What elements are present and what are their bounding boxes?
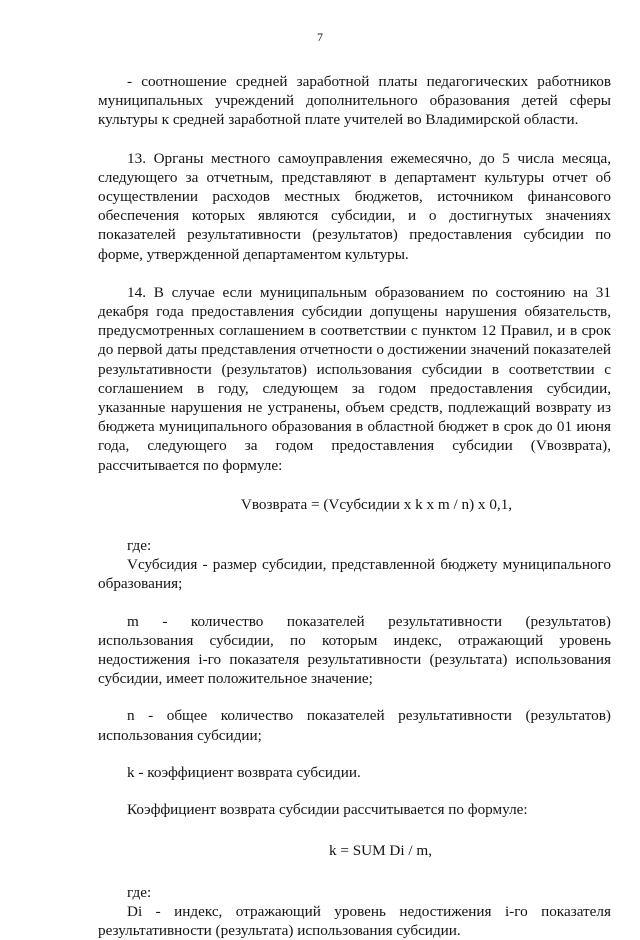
document-body bbox=[98, 72, 611, 940]
definition-m: m - количество показателей результативности (результатов) использования субсидии, по которым индекс, отражающий уровень недостижения i-го показателя результативности (результата) использования субсидии, имеет положительное значение; bbox=[98, 612, 611, 688]
paragraph-clause-13: 13. Органы местного самоуправления ежемесячно, до 5 числа месяца, следующего за отчетным, представляют в департамент культуры отчет об осуществлении расходов местных бюджетов, источником финансового обеспечения которых являются субсидии, и о достигнутых значениях показателей результативности (результатов) предоставления субсидии по форме, утвержденной департаментом культуры. bbox=[98, 149, 611, 263]
definition-di: Di - индекс, отражающий уровень недостижения i-го показателя результативности (результата) использования субсидии. bbox=[98, 902, 611, 939]
paragraph-clause-14: 14. В случае если муниципальным образованием по состоянию на 31 декабря года предоставления субсидии допущены нарушения обязательств, предусмотренных соглашением в соответствии с пунктом 12 Правил, и в срок до первой даты представления отчетности о достижении значений показателей результативности (результатов) использования субсидии в соответствии с соглашением в году, следующем за годом предоставления субсидии, указанные нарушения не устранены, объем средств, подлежащий возврату из бюджета муниципального образования в областной бюджет в срок до 01 июня года, следующего за годом предоставления субсидии (Vвозврата), рассчитывается по формуле: bbox=[98, 283, 611, 474]
coefficient-intro: Коэффициент возврата субсидии рассчитывается по формуле: bbox=[127, 801, 528, 819]
page-number: 7 bbox=[317, 30, 323, 44]
paragraph-salary-ratio: - соотношение средней заработной платы педагогических работников муниципальных учреждений дополнительного образования детей сферы культуры к средней заработной плате учителей во Владимирской области. bbox=[98, 73, 611, 129]
definition-v-subsidy: Vсубсидия - размер субсидии, представленной бюджету муниципального образования; bbox=[98, 556, 611, 593]
where-label-1: где: bbox=[127, 537, 152, 555]
where-label-2: где: bbox=[127, 883, 152, 901]
formula-refund-volume: Vвозврата = (Vсубсидии x k x m / n) x 0,1, bbox=[240, 495, 513, 513]
formula-coefficient: k = SUM Di / m, bbox=[328, 842, 433, 860]
definition-k: k - коэффициент возврата субсидии. bbox=[127, 763, 361, 781]
definition-n: n - общее количество показателей результативности (результатов) использования субсидии; bbox=[98, 707, 611, 744]
